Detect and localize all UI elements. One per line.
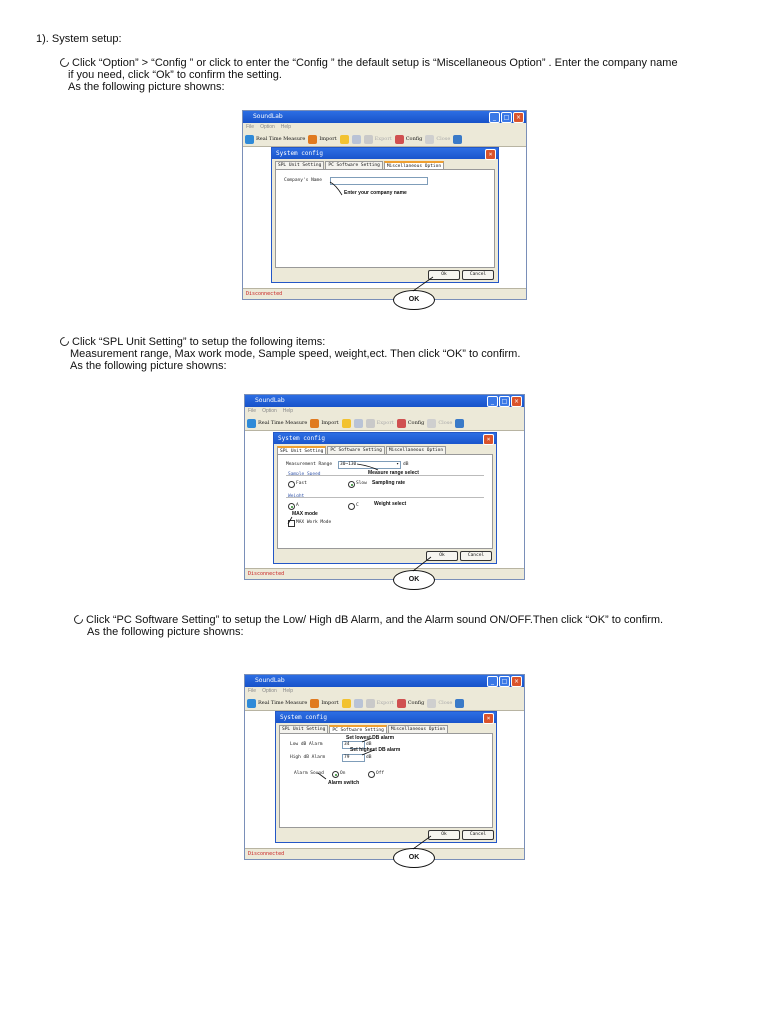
menu-bar (245, 407, 524, 416)
maximize-icon[interactable]: □ (501, 112, 512, 123)
max-mode-checkbox[interactable] (288, 520, 295, 527)
realtime-icon (247, 419, 256, 428)
window-titlebar: SoundLab _ □ × (245, 395, 524, 407)
weight-c-radio[interactable] (348, 503, 355, 510)
config-icon (397, 699, 406, 708)
ok-callout: OK (393, 290, 435, 310)
exit-icon (453, 135, 462, 144)
annotation-low: Set lowest DB alarm (346, 735, 395, 741)
export-button[interactable]: Export (366, 696, 394, 710)
realtime-icon (245, 135, 254, 144)
import-button[interactable]: Import (310, 696, 338, 710)
close-button[interactable]: Close (427, 416, 452, 430)
tab-panel (277, 454, 493, 549)
cancel-button[interactable]: Cancel (462, 830, 494, 840)
minimize-icon[interactable]: _ (487, 676, 498, 687)
realtime-icon (247, 699, 256, 708)
cancel-button[interactable]: Cancel (462, 270, 494, 280)
export-icon (364, 135, 373, 144)
menu-option[interactable]: Option (262, 408, 277, 414)
save-button[interactable] (354, 699, 363, 708)
config-button[interactable]: Config (397, 416, 425, 430)
export-button[interactable]: Export (366, 416, 394, 430)
save-icon (354, 419, 363, 428)
low-alarm-label: Low dB Alarm (290, 742, 323, 747)
close-x-icon (425, 135, 434, 144)
high-alarm-label: High dB Alarm (290, 755, 326, 760)
annotation-speed: Sampling rate (372, 480, 406, 486)
tab-panel (279, 733, 493, 828)
app-window-screenshot (244, 394, 525, 580)
slow-label: Slow (356, 481, 367, 486)
weight-c-label: C (356, 503, 359, 508)
minimize-icon[interactable]: _ (487, 396, 498, 407)
dialog-title: System config × (272, 148, 498, 159)
alarm-on-label: On (340, 771, 346, 776)
close-x-icon (427, 419, 436, 428)
minimize-icon[interactable]: _ (489, 112, 500, 123)
instruction-line: As the following picture showns: (70, 360, 227, 372)
window-titlebar: SoundLab _ □ × (243, 111, 526, 123)
toolbar (245, 416, 524, 431)
exit-button[interactable] (455, 699, 464, 708)
import-icon (310, 699, 319, 708)
dialog-title: System config × (274, 433, 496, 444)
close-icon[interactable]: × (511, 396, 522, 407)
speed-group-label: Sample Speed (288, 472, 321, 477)
app-window-screenshot (242, 110, 527, 300)
system-config-dialog (273, 432, 497, 564)
annotation-weight: Weight select (374, 501, 407, 507)
tab-misc-option[interactable]: Miscellaneous Option (384, 161, 444, 170)
bullet-icon (72, 613, 85, 626)
window-titlebar: SoundLab _ □ × (245, 675, 524, 687)
annotation-max: MAX mode (292, 511, 318, 517)
export-icon (366, 419, 375, 428)
folder-icon (342, 699, 351, 708)
company-name-label: Company's Name (284, 178, 322, 183)
tab-pc-software[interactable]: PC Software Setting (325, 161, 382, 169)
status-bar: Disconnected (245, 848, 524, 859)
toolbar (245, 696, 524, 711)
system-config-dialog (271, 147, 499, 283)
alarm-sound-label: Alarm Sound (294, 771, 324, 776)
weight-a-label: A (296, 503, 299, 508)
section-heading: 1). System setup: (36, 33, 122, 45)
save-button[interactable] (352, 135, 361, 144)
menu-option[interactable]: Option (262, 688, 277, 694)
tab-spl-unit[interactable]: SPL Unit Setting (277, 446, 326, 455)
tab-misc-option[interactable]: Miscellaneous Option (388, 725, 448, 733)
instruction-line: Measurement range, Max work mode, Sample speed, weight,ect. Then click “OK” to confirm. (70, 348, 521, 360)
weight-a-radio[interactable] (288, 503, 295, 510)
instruction-line: Click “Option” > “Config ” or click to enter the “Config ” the default setup is “Miscellaneous Option” . Enter the company name (60, 57, 678, 69)
tab-spl-unit[interactable]: SPL Unit Setting (275, 161, 324, 169)
high-alarm-unit: dB (366, 755, 372, 760)
annotation-company: Enter your company name (344, 190, 407, 196)
system-config-dialog (275, 711, 497, 843)
realtime-button[interactable]: Real Time Measure (247, 696, 307, 710)
bullet-icon (58, 56, 71, 69)
dialog-close-icon[interactable]: × (485, 149, 496, 160)
close-icon[interactable]: × (513, 112, 524, 123)
weight-group-label: Weight (288, 494, 305, 499)
app-window-screenshot (244, 674, 525, 860)
status-bar: Disconnected (245, 568, 524, 579)
close-icon[interactable]: × (511, 676, 522, 687)
save-icon (354, 699, 363, 708)
fast-radio[interactable] (288, 481, 295, 488)
maximize-icon[interactable]: □ (499, 396, 510, 407)
import-button[interactable]: Import (308, 132, 336, 146)
config-icon (395, 135, 404, 144)
menu-file[interactable]: File (246, 124, 255, 130)
config-button[interactable]: Config (397, 696, 425, 710)
save-button[interactable] (354, 419, 363, 428)
bullet-icon (58, 335, 71, 348)
ok-callout: OK (393, 570, 435, 590)
low-alarm-stepper[interactable]: 34 (342, 741, 365, 749)
group-divider (286, 497, 484, 498)
config-button[interactable]: Config (395, 132, 423, 146)
dialog-close-icon[interactable]: × (483, 434, 494, 445)
toolbar (243, 132, 526, 147)
annotation-high: Set highest DB alarm (350, 747, 401, 753)
realtime-button[interactable]: Real Time Measure (245, 132, 305, 146)
tab-pc-software[interactable]: PC Software Setting (327, 446, 384, 454)
low-alarm-unit: dB (366, 742, 372, 747)
config-icon (397, 419, 406, 428)
instruction-line: Click “PC Software Setting” to setup the Low/ High dB Alarm, and the Alarm sound ON/OFF.Then click “OK” to confirm. (74, 614, 663, 626)
folder-icon (342, 419, 351, 428)
menu-help[interactable]: Help (282, 408, 294, 414)
ok-button[interactable]: Ok (428, 270, 460, 280)
group-divider (286, 475, 484, 476)
tab-spl-unit[interactable]: SPL Unit Setting (279, 725, 328, 733)
save-icon (352, 135, 361, 144)
company-name-input[interactable] (330, 177, 428, 185)
tab-misc-option[interactable]: Miscellaneous Option (386, 446, 446, 454)
instruction-line: As the following picture showns: (87, 626, 244, 638)
exit-button[interactable] (455, 419, 464, 428)
import-button[interactable]: Import (310, 416, 338, 430)
alarm-off-label: Off (376, 771, 385, 776)
annotation-alarm: Alarm switch (328, 780, 360, 786)
tab-panel (275, 169, 495, 268)
exit-button[interactable] (453, 135, 462, 144)
maximize-icon[interactable]: □ (499, 676, 510, 687)
alarm-off-radio[interactable] (368, 771, 375, 778)
close-x-icon (427, 699, 436, 708)
exit-icon (455, 419, 464, 428)
annotation-range: Measure range select (368, 470, 419, 476)
menu-help[interactable]: Help (282, 688, 294, 694)
cancel-button[interactable]: Cancel (460, 551, 492, 561)
export-button[interactable]: Export (364, 132, 392, 146)
slow-radio[interactable] (348, 481, 355, 488)
dialog-close-icon[interactable]: × (483, 713, 494, 724)
range-unit: dB (403, 462, 409, 467)
dialog-title: System config × (276, 712, 496, 723)
import-icon (310, 419, 319, 428)
export-icon (366, 699, 375, 708)
instruction-line: As the following picture showns: (68, 81, 225, 93)
menu-file[interactable]: File (248, 688, 257, 694)
tab-pc-software[interactable]: PC Software Setting (329, 725, 386, 734)
range-label: Measurement Range (286, 462, 333, 467)
range-select[interactable]: 30~130 ▾ (340, 462, 399, 467)
menu-bar (245, 687, 524, 696)
menu-help[interactable]: Help (280, 124, 292, 130)
menu-file[interactable]: File (248, 408, 257, 414)
import-icon (308, 135, 317, 144)
close-button[interactable]: Close (427, 696, 452, 710)
instruction-line: if you need, click “Ok” to confirm the setting. (68, 69, 282, 81)
fast-label: Fast (296, 481, 307, 486)
exit-icon (455, 699, 464, 708)
close-button[interactable]: Close (425, 132, 450, 146)
folder-icon (340, 135, 349, 144)
open-button[interactable] (342, 699, 351, 708)
realtime-button[interactable]: Real Time Measure (247, 416, 307, 430)
chevron-down-icon: ▾ (396, 462, 399, 467)
ok-button[interactable]: Ok (428, 830, 460, 840)
menu-bar (243, 123, 526, 132)
ok-callout: OK (393, 848, 435, 868)
open-button[interactable] (340, 135, 349, 144)
high-alarm-stepper[interactable]: 79 (342, 754, 365, 762)
alarm-on-radio[interactable] (332, 771, 339, 778)
menu-option[interactable]: Option (260, 124, 275, 130)
ok-button[interactable]: Ok (426, 551, 458, 561)
max-mode-label: MAX Work Mode (296, 520, 332, 525)
open-button[interactable] (342, 419, 351, 428)
instruction-line: Click “SPL Unit Setting” to setup the following items: (60, 336, 325, 348)
status-bar: Disconnected (243, 288, 526, 299)
